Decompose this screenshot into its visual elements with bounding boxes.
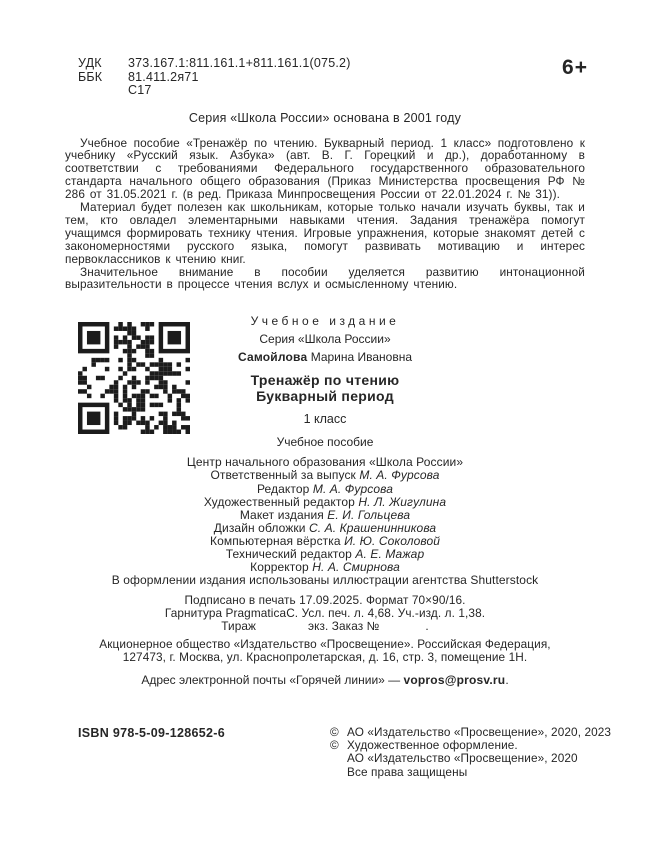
- copyright-line: © Художественное оформление.: [330, 738, 518, 753]
- header-row: [0, 0, 650, 98]
- qr-code: [78, 322, 190, 434]
- annotation-block: [65, 137, 585, 292]
- annotation-paragraph: Учебное пособие «Тренажёр по чтению. Букварный период. 1 класс» подготовлено к учебнику «Русский язык. Азбука» (авт. В. Г. Горецкий и др.), доработанному в соответствии с требованиями Федерального государственного образовательного стандарта начального общего образования (Приказ Министерства просвещения РФ № 286 от 31.05.2021 г. (в ред. Приказа Минпросвещения России от 22.01.2024 г. № 31)).: [65, 135, 585, 202]
- edition-series: Серия «Школа России»: [259, 332, 391, 347]
- credit-person: Н. А. Смирнова: [312, 560, 400, 575]
- credit-person: М. А. Фурсова: [359, 468, 440, 483]
- edition-kind: Учебное издание: [250, 314, 400, 329]
- udk-line: [78, 57, 351, 71]
- credit-line: Макет издания Е. И. Гольцева: [239, 507, 411, 522]
- print-info-block: [0, 594, 650, 633]
- bbk-value: 81.411.2я71: [128, 69, 199, 84]
- credit-person: М. А. Фурсова: [312, 481, 394, 496]
- credit-person: И. Ю. Соколовой: [344, 533, 440, 548]
- udk-label: УДК: [78, 56, 102, 70]
- credit-line: Художественный редактор Н. Л. Жигулина: [203, 494, 447, 509]
- credits-block: [0, 456, 650, 587]
- credit-line: Корректор Н. А. Смирнова: [250, 560, 400, 575]
- credit-person: Е. И. Гольцева: [327, 507, 411, 522]
- hotline-email: vopros@prosv.ru: [403, 673, 506, 688]
- contact-suffix: .: [505, 673, 509, 688]
- copyright-line: АО «Издательство «Просвещение», 2020: [347, 751, 578, 766]
- series-note: Серия «Школа России» основана в 2001 году: [188, 110, 462, 125]
- annotation-paragraph: Материал будет полезен как школьникам, которые только начали изучать буквы, так и тем, кто овладел элементарными навыками чтения. Задания тренажёра помогут учащимся формировать технику чтения. Игровые упражнения, которые знакомят детей с закономерностями русского языка, помогут развивать мотивацию и интерес первоклассников к чтению книг.: [65, 200, 585, 266]
- copyright-line: Все права защищены: [347, 764, 468, 779]
- author-given-names: Марина Ивановна: [307, 350, 413, 365]
- credit-person: С. А. Крашенинникова: [308, 520, 437, 535]
- bbk-label: ББК: [78, 69, 103, 84]
- author-surname: Самойлова: [237, 350, 308, 365]
- age-rating-badge: 6+: [562, 56, 588, 79]
- publisher-block: [0, 638, 650, 664]
- bbk-line: [78, 71, 351, 85]
- credit-line: Редактор М. А. Фурсова: [256, 481, 394, 496]
- credit-person: Н. Л. Жигулина: [358, 494, 447, 509]
- credit-person: А. Е. Мажар: [355, 547, 425, 562]
- credit-line: Компьютерная вёрстка И. Ю. Соколовой: [210, 533, 440, 548]
- book-title-line2: Букварный период: [256, 387, 394, 404]
- copyright-mark: ©: [330, 725, 339, 739]
- credits-center: Центр начального образования «Школа России»: [186, 455, 464, 470]
- publisher-address: 127473, г. Москва, ул. Краснопролетарская, д. 16, стр. 3, помещение 1Н.: [122, 650, 528, 665]
- annotation-paragraph: Значительное внимание в пособии уделяется развитию интонационной выразительности в процессе чтения вслух и осмысленному чтению.: [65, 264, 585, 292]
- copyright-line: © АО «Издательство «Просвещение», 2020, 2023: [330, 725, 612, 739]
- copyright-block: [330, 726, 611, 779]
- illustrations-note: В оформлении издания использованы иллюстрации агентства Shutterstock: [111, 573, 539, 588]
- edition-subtype: Учебное пособие: [276, 435, 374, 450]
- credit-line: Технический редактор А. Е. Мажар: [225, 547, 425, 562]
- credit-line: Дизайн обложки С. А. Крашенинникова: [213, 520, 437, 535]
- author-code: С17: [128, 83, 152, 97]
- print-date-format: Подписано в печать 17.09.2025. Формат 70×90/16.: [184, 593, 466, 608]
- book-title-line1: Тренажёр по чтению: [250, 372, 400, 389]
- footer-row: [0, 726, 650, 779]
- grade-label: 1 класс: [303, 412, 347, 427]
- copyright-mark: ©: [330, 738, 339, 753]
- credit-line: Ответственный за выпуск М. А. Фурсова: [210, 468, 440, 483]
- udk-value: 373.167.1:811.161.1+811.161.1(075.2): [128, 56, 351, 70]
- author-code-line: [78, 84, 351, 98]
- contact-prefix: Адрес электронной почты «Горячей линии» —: [141, 673, 404, 688]
- contact-line: [0, 673, 650, 687]
- print-typeface-sheets: Гарнитура PragmaticaC. Усл. печ. л. 4,68. Уч.-изд. л. 1,38.: [164, 606, 486, 621]
- print-run-line: Тираж экз. Заказ № .: [221, 619, 429, 634]
- publisher-name: Акционерное общество «Издательство «Просвещение». Российская Федерация,: [99, 637, 551, 652]
- isbn: ISBN 978-5-09-128652-6: [78, 726, 225, 740]
- classification-codes: [78, 57, 351, 98]
